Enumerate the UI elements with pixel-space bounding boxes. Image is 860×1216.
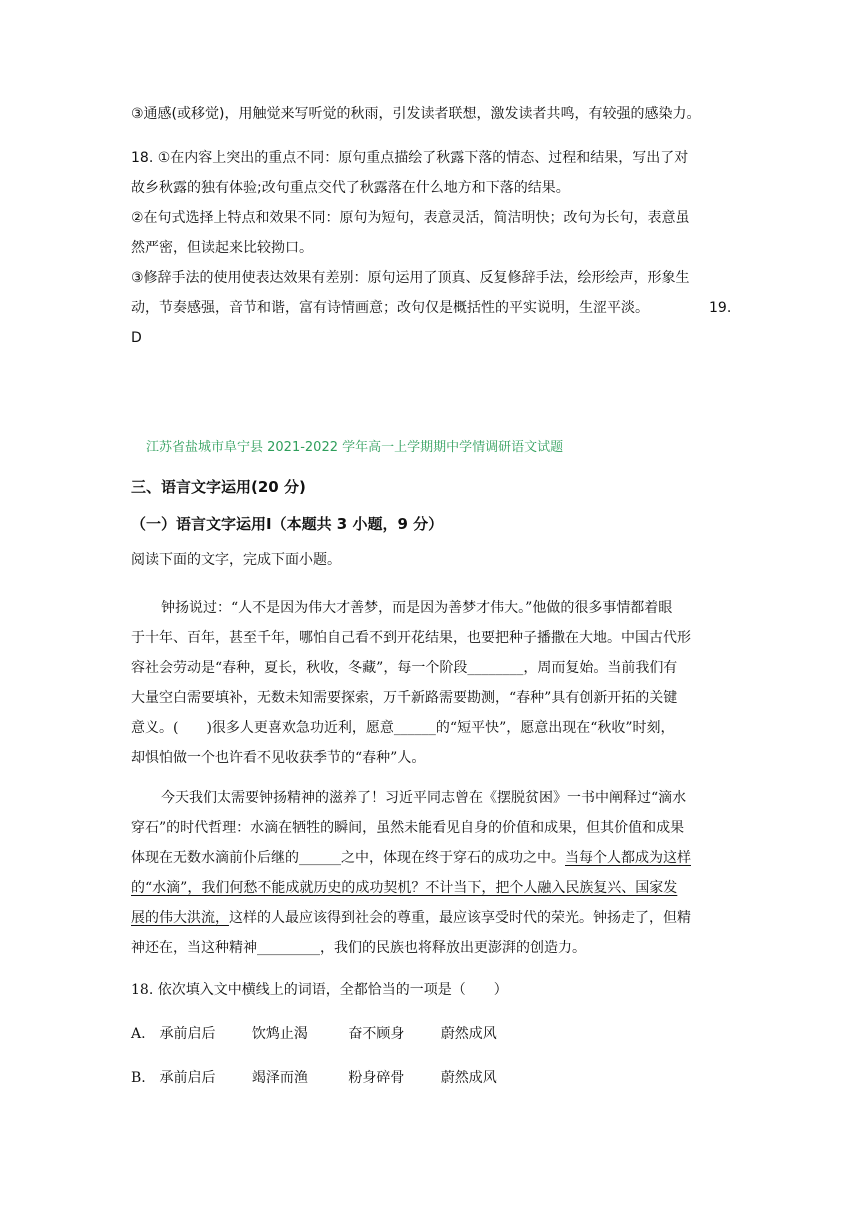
underlined-sentence: 当每个人都成为这样 bbox=[565, 850, 691, 866]
option-letter: B. bbox=[131, 1070, 146, 1086]
option-word: 奋不顾身 bbox=[348, 1026, 405, 1042]
source-title: 江苏省盐城市阜宁县 2021-2022 学年高一上学期期中学情调研语文试题 bbox=[146, 440, 564, 455]
option-word: 饮鸩止渴 bbox=[251, 1026, 308, 1042]
passage-line: 大量空白需要填补，无数未知需要探索，万千新路需要勘测，“春种”具有创新开拓的关键 bbox=[131, 690, 678, 706]
option-letter: A. bbox=[131, 1026, 146, 1042]
option-word: 蔚然成风 bbox=[440, 1026, 497, 1042]
passage-line: 意义。( )很多人更喜欢急功近利，愿意______的“短平快”，愿意出现在“秋收”时刻， bbox=[131, 720, 675, 736]
option-word: 粉身碎骨 bbox=[348, 1070, 405, 1086]
passage-line: 展的伟大洪流，这样的人最应该得到社会的尊重，最应该享受时代的荣光。钟扬走了，但精 bbox=[131, 910, 691, 926]
answer-18-line: 故乡秋露的独有体验;改句重点交代了秋露落在什么地方和下落的结果。 bbox=[131, 180, 570, 196]
option-word: 蔚然成风 bbox=[440, 1070, 497, 1086]
passage-line: 容社会劳动是“春种，夏长，秋收，冬藏”，每一个阶段________，周而复始。当前我们有 bbox=[131, 660, 678, 676]
answer-18-line: 然严密，但读起来比较拗口。 bbox=[131, 240, 313, 256]
option-word: 承前启后 bbox=[159, 1026, 216, 1042]
passage-line: 穿石”的时代哲理：水滴在牺牲的瞬间，虽然未能看见自身的价值和成果，但其价值和成果 bbox=[131, 820, 685, 836]
answer-18-line: 动，节奏感强，音节和谐，富有诗情画意；改句仅是概括性的平实说明，生涩平淡。 bbox=[131, 300, 649, 316]
question-18-stem: 18. 依次填入文中横线上的词语，全都恰当的一项是（ ） bbox=[131, 982, 508, 998]
underlined-sentence: 的“水滴”，我们何愁不能成就历史的成功契机？不计当下，把个人融入民族复兴、国家发 bbox=[131, 880, 678, 896]
passage-line: 神还在，当这种精神_________，我们的民族也将释放出更澎湃的创造力。 bbox=[131, 940, 586, 956]
option-b[interactable] bbox=[131, 1068, 497, 1088]
passage-line: 于十年、百年，甚至千年，哪怕自己看不到开花结果，也要把种子播撒在大地。中国古代形 bbox=[131, 630, 691, 646]
answer-18-line: ②在句式选择上特点和效果不同：原句为短句，表意灵活，简洁明快；改句为长句，表意虽 bbox=[131, 210, 690, 226]
passage-line: 今天我们太需要钟扬精神的滋养了！习近平同志曾在《摆脱贫困》一书中阐释过“滴水 bbox=[161, 790, 687, 806]
passage-line: 钟扬说过：“人不是因为伟大才善梦，而是因为善梦才伟大。”他做的很多事情都着眼 bbox=[161, 600, 673, 616]
answer-19-value: D bbox=[131, 330, 142, 346]
option-a[interactable] bbox=[131, 1024, 497, 1044]
option-word: 竭泽而渔 bbox=[251, 1070, 308, 1086]
answer-18-line: ③修辞手法的使用使表达效果有差别：原句运用了顶真、反复修辞手法，绘形绘声，形象生 bbox=[131, 270, 690, 286]
answer-17-3: ③通感(或移觉)，用触觉来写听觉的秋雨，引发读者联想，激发读者共鸣，有较强的感染力。 bbox=[131, 106, 701, 122]
section-heading: 三、语言文字运用(20 分) bbox=[131, 478, 306, 496]
passage-line: 体现在无数水滴前仆后继的______之中，体现在终于穿石的成功之中。当每个人都成为这样 bbox=[131, 850, 691, 866]
passage-line: 却惧怕做一个也许看不见收获季节的“春种”人。 bbox=[131, 750, 426, 766]
answer-18-line: 18. ①在内容上突出的重点不同：原句重点描绘了秋露下落的情态、过程和结果，写出了对 bbox=[131, 150, 689, 166]
option-word: 承前启后 bbox=[159, 1070, 216, 1086]
section-subheading: （一）语言文字运用Ⅰ（本题共 3 小题，9 分） bbox=[131, 515, 444, 533]
answer-19-number: 19. bbox=[709, 300, 732, 316]
instruction: 阅读下面的文字，完成下面小题。 bbox=[131, 552, 341, 568]
underlined-sentence: 展的伟大洪流， bbox=[131, 910, 229, 926]
